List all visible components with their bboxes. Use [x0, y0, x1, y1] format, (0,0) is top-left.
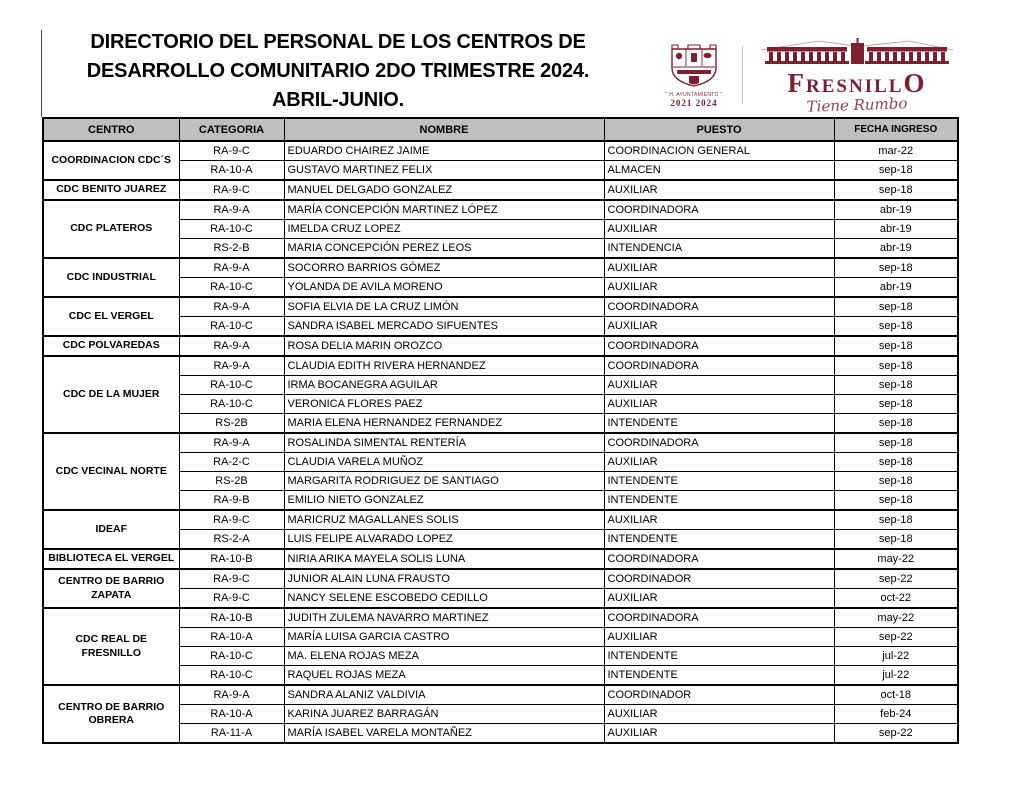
- categoria-cell: RS-2-A: [179, 530, 284, 550]
- fecha-cell: sep-18: [834, 297, 958, 317]
- puesto-cell: AUXILIAR: [604, 628, 834, 647]
- table-row: [43, 200, 958, 220]
- table-row: [43, 608, 958, 628]
- crest-caption: " H. AYUNTAMIENTO ": [665, 92, 723, 98]
- table-row: [43, 472, 958, 491]
- fecha-cell: sep-18: [834, 414, 958, 434]
- puesto-cell: ALMACEN: [604, 161, 834, 181]
- fecha-cell: sep-18: [834, 336, 958, 356]
- centro-cell: CDC REAL DE FRESNILLO: [43, 608, 179, 685]
- fecha-cell: sep-22: [834, 724, 958, 744]
- categoria-cell: RA-11-A: [179, 724, 284, 744]
- puesto-cell: COORDINADORA: [604, 336, 834, 356]
- categoria-cell: RA-10-C: [179, 317, 284, 337]
- nombre-cell: KARINA JUAREZ BARRAGÁN: [284, 705, 604, 724]
- nombre-cell: SOFIA ELVIA DE LA CRUZ LIMÓN: [284, 297, 604, 317]
- categoria-cell: RS-2B: [179, 414, 284, 434]
- nombre-cell: EMILIO NIETO GONZALEZ: [284, 491, 604, 511]
- centro-cell: CENTRO DE BARRIO ZAPATA: [43, 569, 179, 608]
- table-row: [43, 258, 958, 278]
- table-row: [43, 395, 958, 414]
- puesto-cell: COORDINADOR: [604, 569, 834, 589]
- table-row: [43, 589, 958, 609]
- fecha-cell: oct-22: [834, 589, 958, 609]
- categoria-cell: RA-10-C: [179, 666, 284, 686]
- categoria-cell: RS-2-B: [179, 239, 284, 259]
- categoria-cell: RA-10-C: [179, 395, 284, 414]
- fresnillo-wordmark: [752, 38, 962, 116]
- fecha-cell: abr-19: [834, 200, 958, 220]
- table-row: [43, 414, 958, 434]
- table-row: [43, 433, 958, 453]
- puesto-cell: COORDINADORA: [604, 200, 834, 220]
- categoria-cell: RA-9-C: [179, 141, 284, 161]
- categoria-cell: RA-9-A: [179, 336, 284, 356]
- nombre-cell: CLAUDIA EDITH RIVERA HERNANDEZ: [284, 356, 604, 376]
- fecha-cell: abr-19: [834, 278, 958, 298]
- brand-tagline: Tiene Rumbo: [806, 93, 908, 116]
- puesto-cell: AUXILIAR: [604, 589, 834, 609]
- centro-cell: BIBLIOTECA EL VERGEL: [43, 549, 179, 569]
- puesto-cell: INTENDENCIA: [604, 239, 834, 259]
- nombre-cell: ROSA DELIA MARIN OROZCO: [284, 336, 604, 356]
- nombre-cell: RAQUEL ROJAS MEZA: [284, 666, 604, 686]
- fecha-cell: sep-18: [834, 530, 958, 550]
- crest-years: 2021 2024: [670, 98, 718, 108]
- categoria-cell: RA-10-C: [179, 278, 284, 298]
- nombre-cell: IMELDA CRUZ LOPEZ: [284, 220, 604, 239]
- fecha-cell: mar-22: [834, 141, 958, 161]
- categoria-cell: RA-9-C: [179, 589, 284, 609]
- categoria-cell: RA-9-C: [179, 180, 284, 200]
- directory-table-body: [43, 141, 958, 743]
- puesto-cell: COORDINADORA: [604, 433, 834, 453]
- table-row: [43, 453, 958, 472]
- categoria-cell: RA-9-A: [179, 297, 284, 317]
- nombre-cell: SANDRA ISABEL MERCADO SIFUENTES: [284, 317, 604, 337]
- fecha-cell: sep-18: [834, 258, 958, 278]
- puesto-cell: AUXILIAR: [604, 453, 834, 472]
- categoria-cell: RA-9-A: [179, 433, 284, 453]
- table-row: [43, 628, 958, 647]
- header-centro: CENTRO: [43, 118, 179, 141]
- table-row: [43, 336, 958, 356]
- puesto-cell: AUXILIAR: [604, 180, 834, 200]
- brand-name: [752, 67, 962, 98]
- fecha-cell: sep-18: [834, 433, 958, 453]
- title-line-3: ABRIL-JUNIO.: [271, 89, 405, 111]
- fecha-cell: feb-24: [834, 705, 958, 724]
- categoria-cell: RA-10-C: [179, 376, 284, 395]
- nombre-cell: NIRIA ARIKA MAYELA SOLIS LUNA: [284, 549, 604, 569]
- municipal-crest: [650, 42, 738, 108]
- puesto-cell: AUXILIAR: [604, 510, 834, 530]
- centro-cell: CDC POLVAREDAS: [43, 336, 179, 356]
- header-nombre: NOMBRE: [284, 118, 604, 141]
- page-title: [42, 28, 634, 115]
- puesto-cell: AUXILIAR: [604, 376, 834, 395]
- categoria-cell: RA-9-B: [179, 491, 284, 511]
- puesto-cell: AUXILIAR: [604, 278, 834, 298]
- centro-cell: CDC BENITO JUAREZ: [43, 180, 179, 200]
- table-row: [43, 239, 958, 259]
- centro-cell: CDC DE LA MUJER: [43, 356, 179, 433]
- brand-final: O: [903, 67, 927, 98]
- header-puesto: PUESTO: [604, 118, 834, 141]
- categoria-cell: RA-10-B: [179, 549, 284, 569]
- nombre-cell: MARÍA CONCEPCIÓN MARTINEZ LÓPEZ: [284, 200, 604, 220]
- fecha-cell: jul-22: [834, 647, 958, 666]
- nombre-cell: JUDITH ZULEMA NAVARRO MARTINEZ: [284, 608, 604, 628]
- puesto-cell: COORDINACION GENERAL: [604, 141, 834, 161]
- puesto-cell: AUXILIAR: [604, 258, 834, 278]
- table-row: [43, 724, 958, 744]
- puesto-cell: AUXILIAR: [604, 705, 834, 724]
- table-row: [43, 161, 958, 181]
- centro-cell: CDC PLATEROS: [43, 200, 179, 258]
- fecha-cell: sep-18: [834, 510, 958, 530]
- fecha-cell: sep-22: [834, 569, 958, 589]
- fecha-cell: sep-18: [834, 317, 958, 337]
- logo-divider: [742, 46, 743, 104]
- fecha-cell: abr-19: [834, 220, 958, 239]
- nombre-cell: ROSALINDA SIMENTAL RENTERÍA: [284, 433, 604, 453]
- puesto-cell: AUXILIAR: [604, 220, 834, 239]
- table-row: [43, 141, 958, 161]
- nombre-cell: VERONICA FLORES PAEZ: [284, 395, 604, 414]
- fecha-cell: sep-18: [834, 376, 958, 395]
- puesto-cell: INTENDENTE: [604, 491, 834, 511]
- fecha-cell: oct-18: [834, 685, 958, 705]
- puesto-cell: COORDINADORA: [604, 608, 834, 628]
- categoria-cell: RA-10-C: [179, 220, 284, 239]
- table-row: [43, 549, 958, 569]
- fecha-cell: sep-18: [834, 472, 958, 491]
- puesto-cell: INTENDENTE: [604, 472, 834, 491]
- fecha-cell: abr-19: [834, 239, 958, 259]
- table-header-row: [43, 118, 958, 141]
- categoria-cell: RA-9-A: [179, 685, 284, 705]
- categoria-cell: RA-9-C: [179, 569, 284, 589]
- categoria-cell: RS-2B: [179, 472, 284, 491]
- table-row: [43, 491, 958, 511]
- categoria-cell: RA-2-C: [179, 453, 284, 472]
- header-fecha-ingreso: FECHA INGRESO: [834, 118, 958, 141]
- centro-cell: CDC INDUSTRIAL: [43, 258, 179, 297]
- puesto-cell: AUXILIAR: [604, 395, 834, 414]
- categoria-cell: RA-10-C: [179, 647, 284, 666]
- title-line-2: DESARROLLO COMUNITARIO 2DO TRIMESTRE 2024.: [86, 60, 590, 82]
- puesto-cell: INTENDENTE: [604, 530, 834, 550]
- nombre-cell: MARÍA LUISA GARCIA CASTRO: [284, 628, 604, 647]
- brand-initial: F: [787, 67, 807, 98]
- centro-cell: IDEAF: [43, 510, 179, 549]
- fecha-cell: sep-18: [834, 491, 958, 511]
- puesto-cell: AUXILIAR: [604, 317, 834, 337]
- nombre-cell: LUIS FELIPE ALVARADO LOPEZ: [284, 530, 604, 550]
- categoria-cell: RA-10-B: [179, 608, 284, 628]
- fecha-cell: may-22: [834, 608, 958, 628]
- table-row: [43, 647, 958, 666]
- table-row: [43, 569, 958, 589]
- centro-cell: CENTRO DE BARRIO OBRERA: [43, 685, 179, 743]
- categoria-cell: RA-10-A: [179, 705, 284, 724]
- fecha-cell: sep-18: [834, 453, 958, 472]
- puesto-cell: COORDINADORA: [604, 297, 834, 317]
- categoria-cell: RA-9-A: [179, 356, 284, 376]
- categoria-cell: RA-9-C: [179, 510, 284, 530]
- centro-cell: COORDINACION CDC´S: [43, 141, 179, 180]
- table-row: [43, 530, 958, 550]
- table-row: [43, 685, 958, 705]
- fecha-cell: sep-18: [834, 161, 958, 181]
- crest-shield-icon: [667, 75, 721, 92]
- table-row: [43, 317, 958, 337]
- puesto-cell: COORDINADORA: [604, 549, 834, 569]
- puesto-cell: INTENDENTE: [604, 666, 834, 686]
- nombre-cell: MARÍA ISABEL VARELA MONTAÑEZ: [284, 724, 604, 744]
- table-row: [43, 220, 958, 239]
- categoria-cell: RA-10-A: [179, 628, 284, 647]
- centro-cell: CDC EL VERGEL: [43, 297, 179, 336]
- title-line-1: DIRECTORIO DEL PERSONAL DE LOS CENTROS DE: [90, 31, 586, 53]
- fecha-cell: sep-18: [834, 356, 958, 376]
- table-row: [43, 278, 958, 298]
- centro-cell: CDC VECINAL NORTE: [43, 433, 179, 510]
- table-row: [43, 376, 958, 395]
- categoria-cell: RA-9-A: [179, 200, 284, 220]
- fresnillo-logo: [650, 36, 970, 114]
- table-row: [43, 356, 958, 376]
- puesto-cell: COORDINADOR: [604, 685, 834, 705]
- directory-table: [42, 117, 959, 744]
- table-row: [43, 666, 958, 686]
- puesto-cell: INTENDENTE: [604, 647, 834, 666]
- fecha-cell: sep-18: [834, 180, 958, 200]
- puesto-cell: INTENDENTE: [604, 414, 834, 434]
- nombre-cell: NANCY SELENE ESCOBEDO CEDILLO: [284, 589, 604, 609]
- table-row: [43, 180, 958, 200]
- table-row: [43, 705, 958, 724]
- nombre-cell: MARICRUZ MAGALLANES SOLIS: [284, 510, 604, 530]
- puesto-cell: COORDINADORA: [604, 356, 834, 376]
- nombre-cell: SOCORRO BARRIOS GÓMEZ: [284, 258, 604, 278]
- nombre-cell: MARIA ELENA HERNANDEZ FERNANDEZ: [284, 414, 604, 434]
- table-row: [43, 297, 958, 317]
- nombre-cell: MARGARITA RODRIGUEZ DE SANTIAGO: [284, 472, 604, 491]
- nombre-cell: YOLANDA DE AVILA MORENO: [284, 278, 604, 298]
- categoria-cell: RA-10-A: [179, 161, 284, 181]
- fecha-cell: jul-22: [834, 666, 958, 686]
- nombre-cell: MANUEL DELGADO GONZALEZ: [284, 180, 604, 200]
- nombre-cell: EDUARDO CHAIREZ JAIME: [284, 141, 604, 161]
- nombre-cell: MA. ELENA ROJAS MEZA: [284, 647, 604, 666]
- fecha-cell: sep-18: [834, 395, 958, 414]
- nombre-cell: IRMA BOCANEGRA AGUILAR: [284, 376, 604, 395]
- puesto-cell: AUXILIAR: [604, 724, 834, 744]
- nombre-cell: JUNIOR ALAIN LUNA FRAUSTO: [284, 569, 604, 589]
- brand-middle: RESNILL: [806, 75, 904, 97]
- nombre-cell: SANDRA ALANIZ VALDIVIA: [284, 685, 604, 705]
- header-categoria: CATEGORIA: [179, 118, 284, 141]
- nombre-cell: CLAUDIA VARELA MUÑOZ: [284, 453, 604, 472]
- nombre-cell: GUSTAVO MARTINEZ FELIX: [284, 161, 604, 181]
- fecha-cell: may-22: [834, 549, 958, 569]
- categoria-cell: RA-9-A: [179, 258, 284, 278]
- fecha-cell: sep-22: [834, 628, 958, 647]
- nombre-cell: MARIA CONCEPCIÓN PEREZ LEOS: [284, 239, 604, 259]
- table-row: [43, 510, 958, 530]
